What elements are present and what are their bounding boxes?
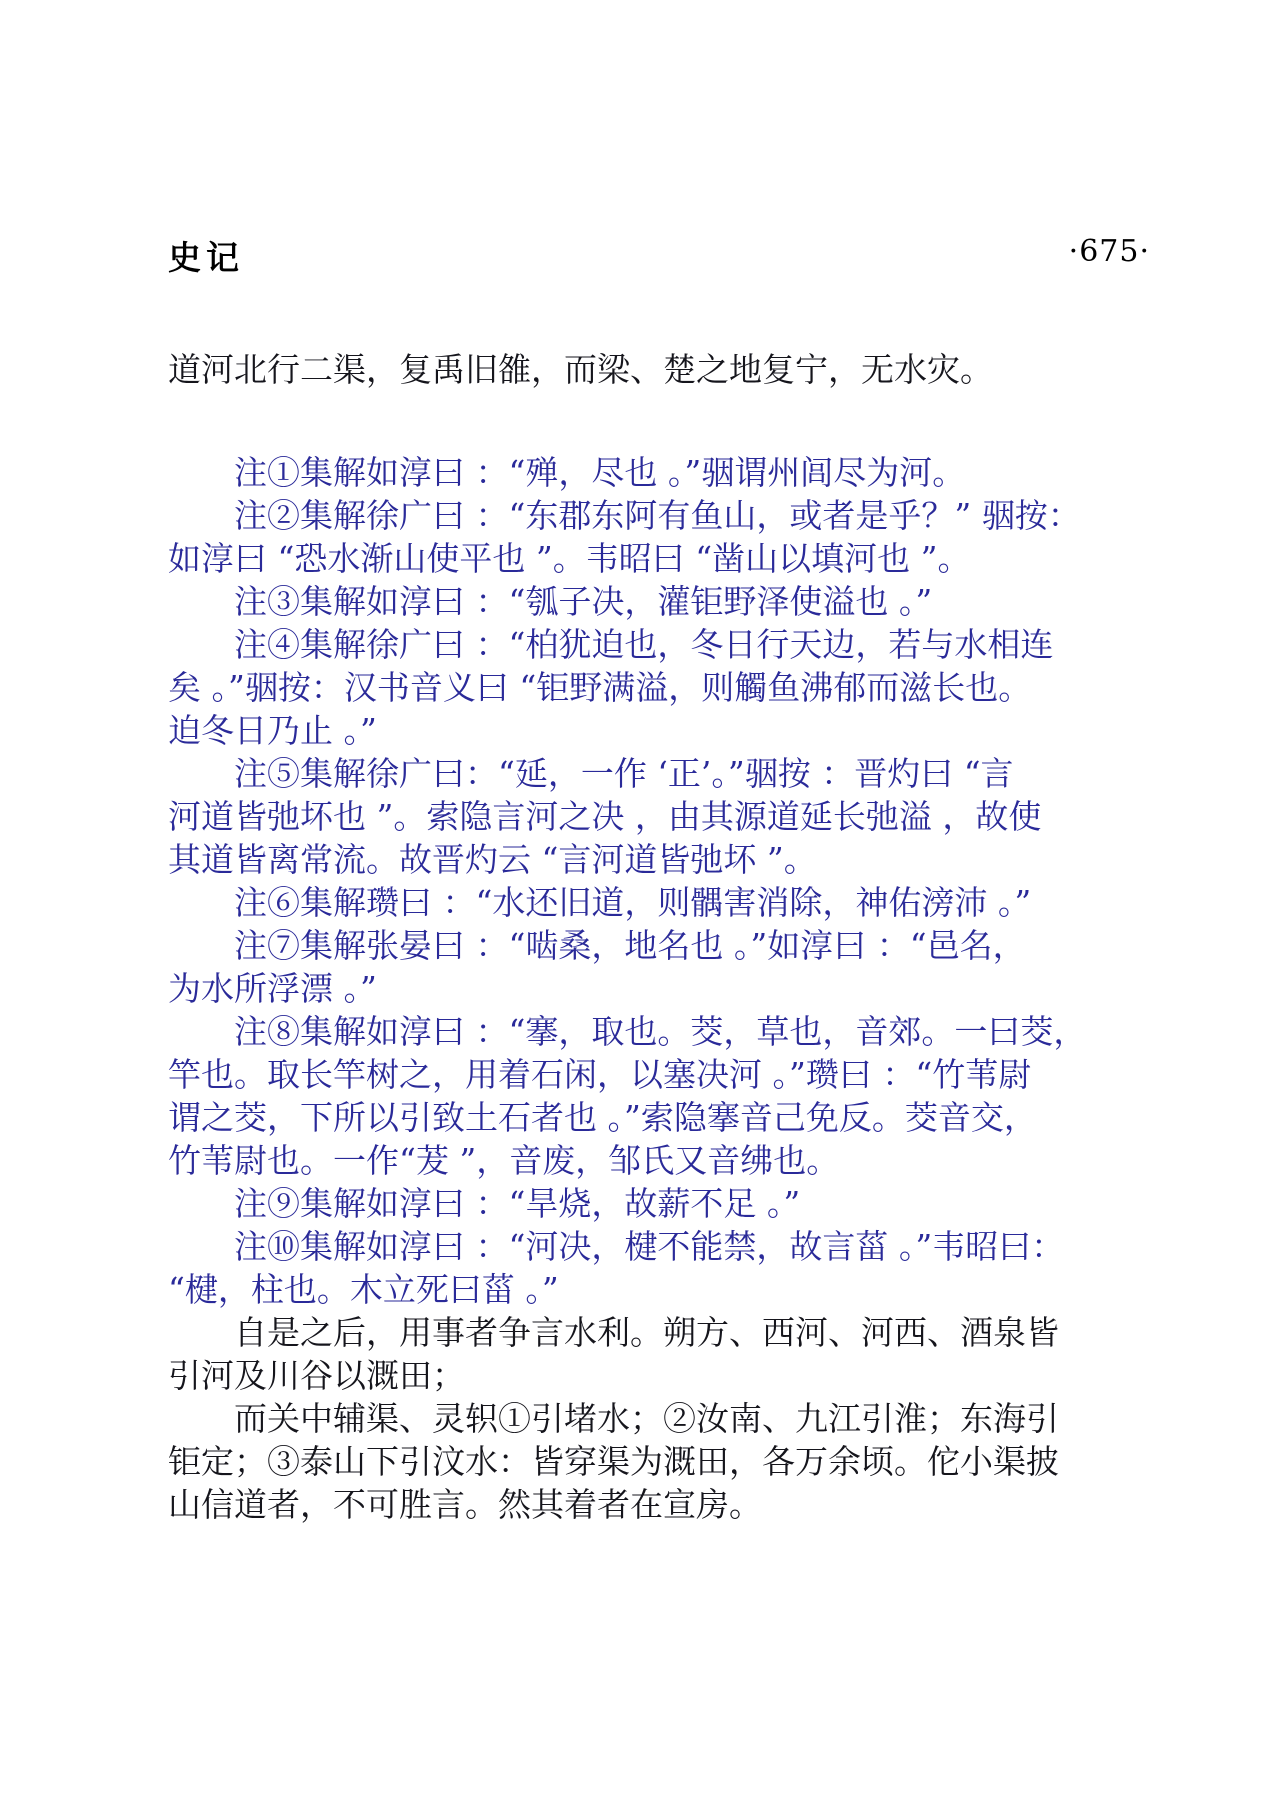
page-number: ·675· xyxy=(1068,234,1150,269)
text-line: 道河北行二渠，复禹旧雒，而梁、楚之地复宁，无水灾。 xyxy=(168,350,993,389)
text-line: 矣 。”骃按：汉书音义曰 “钜野满溢，则觸鱼沸郁而滋长也。 xyxy=(168,668,1032,707)
text-line: 引河及川谷以溉田； xyxy=(168,1356,465,1395)
text-line: 注④集解徐广曰 ：“柏犹迫也，冬日行天边，若与水相连 xyxy=(234,625,1054,664)
text-line: “楗，柱也。木立死曰菑 。” xyxy=(168,1270,559,1309)
text-line: 迫冬日乃止 。” xyxy=(168,711,377,750)
text-line: 谓之茭，下所以引致土石者也 。”索隐搴音己免反。茭音交， xyxy=(168,1098,1037,1137)
text-line: 注②集解徐广曰 ：“东郡东阿有鱼山，或者是乎？” 骃按： xyxy=(234,496,1081,535)
page-body-text xyxy=(168,348,1178,1526)
text-line: 其道皆离常流。故晋灼云 “言河道皆弛坏 ”。 xyxy=(168,840,817,879)
page-header xyxy=(168,232,1150,277)
text-line: 注③集解如淳曰 ：“瓠子决，灌钜野泽使溢也 。” xyxy=(234,582,933,621)
text-line: 钜定；③泰山下引汶水：皆穿渠为溉田，各万余顷。佗小渠披 xyxy=(168,1442,1059,1481)
text-line: 注⑦集解张晏曰 ：“啮桑，地名也 。”如淳曰 ：“邑名， xyxy=(234,926,1026,965)
text-line: 注⑨集解如淳曰 ：“旱烧，故薪不足 。” xyxy=(234,1184,801,1223)
text-line: 为水所浮漂 。” xyxy=(168,969,377,1008)
text-line: 注⑥集解瓒曰 ：“水还旧道，则髃害消除，神佑滂沛 。” xyxy=(234,883,1032,922)
text-line: 注⑤集解徐广曰：“延，一作 ‘正’。”骃按 ：晋灼曰 “言 xyxy=(234,754,1014,793)
text-line: 竿也。取长竿树之，用着石闲，以塞决河 。”瓒曰 ：“竹苇尉 xyxy=(168,1055,1032,1094)
text-line: 注①集解如淳曰 ：“殚，尽也 。”骃谓州闾尽为河。 xyxy=(234,453,966,492)
text-line: 山信道者，不可胜言。然其着者在宣房。 xyxy=(168,1485,762,1524)
text-line: 如淳曰 “恐水渐山使平也 ”。韦昭曰 “凿山以填河也 ”。 xyxy=(168,539,971,578)
text-line: 竹苇尉也。一作“茇 ”，音废，邹氏又音绋也。 xyxy=(168,1141,840,1180)
text-line: 河道皆弛坏也 ”。索隐言河之决 ，由其源道延长弛溢 ，故使 xyxy=(168,797,1042,836)
text-line: 而关中辅渠、灵轵①引堵水；②汝南、九江引淮；东海引 xyxy=(234,1399,1059,1438)
text-line: 注⑩集解如淳曰 ：“河决，楗不能禁，故言菑 。”韦昭曰： xyxy=(234,1227,1065,1266)
text-line: 自是之后，用事者争言水利。朔方、西河、河西、酒泉皆 xyxy=(234,1313,1059,1352)
text-line: 注⑧集解如淳曰 ：“搴，取也。茭，草也，音郊。一曰茭， xyxy=(234,1012,1087,1051)
book-title: 史记 xyxy=(168,238,244,277)
